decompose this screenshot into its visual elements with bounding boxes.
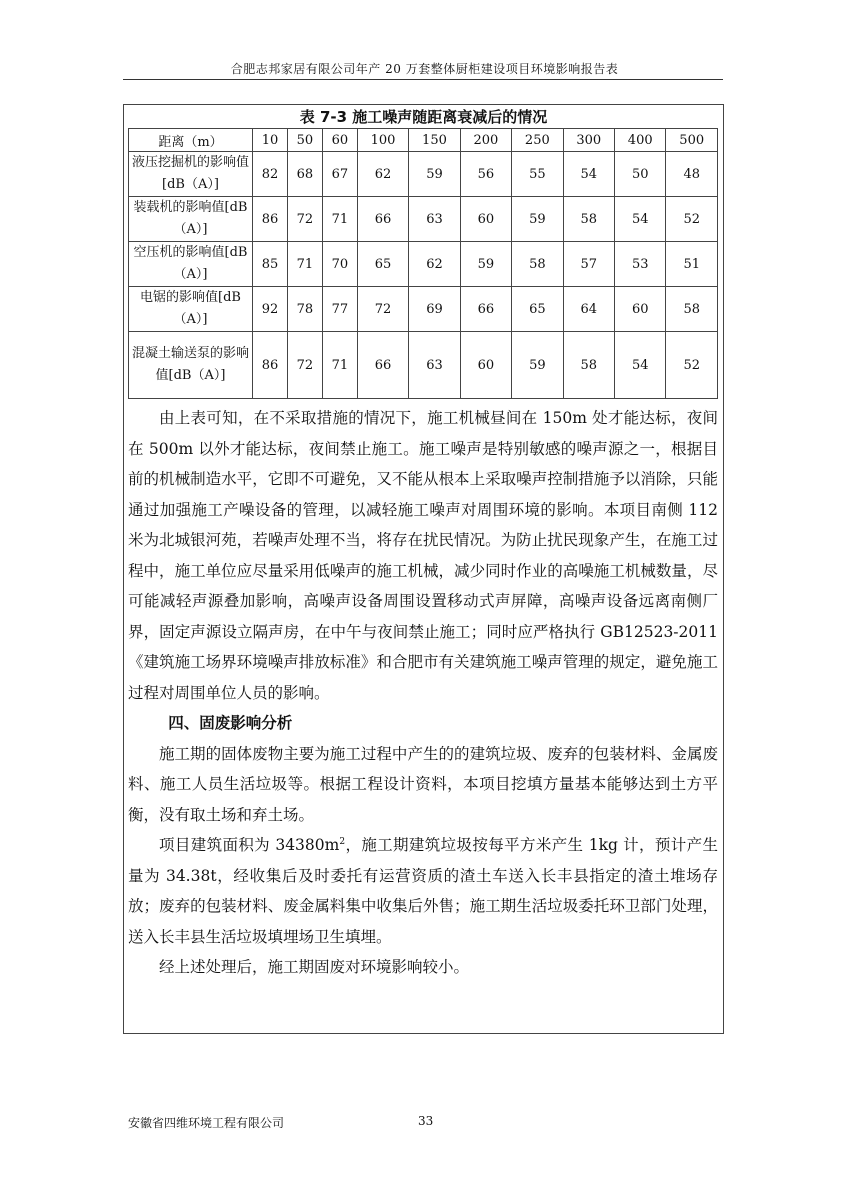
value-cell: 78 — [287, 287, 322, 332]
page-header: 合肥志邦家居有限公司年产 20 万套整体厨柜建设项目环境影响报告表 — [230, 62, 619, 76]
value-cell: 57 — [563, 242, 614, 287]
footer-company: 安徽省四维环境工程有限公司 — [128, 1116, 285, 1130]
value-cell: 62 — [357, 152, 408, 197]
distance-cell: 250 — [512, 129, 563, 152]
table-row — [129, 242, 718, 287]
value-cell: 54 — [563, 152, 614, 197]
distance-cell: 50 — [287, 129, 322, 152]
value-cell: 52 — [666, 197, 718, 242]
value-cell: 54 — [615, 197, 666, 242]
value-cell: 69 — [409, 287, 460, 332]
value-cell: 82 — [253, 152, 288, 197]
row-label: 混凝土输送泵的影响值[dB（A）] — [129, 332, 253, 399]
table-header-row — [129, 129, 718, 152]
distance-cell: 200 — [460, 129, 511, 152]
solid-waste-paragraph: 施工期的固体废物主要为施工过程中产生的的建筑垃圾、废弃的包装材料、金属废料、施工人员生活垃圾等。根据工程设计资料，本项目挖填方量基本能够达到土方平衡，没有取土场和弃土场。 — [128, 744, 718, 824]
distance-cell: 300 — [563, 129, 614, 152]
value-cell: 59 — [460, 242, 511, 287]
conclusion-paragraph: 经上述处理后，施工期固废对环境影响较小。 — [159, 958, 470, 976]
building-area-text: 项目建筑面积为 34380m — [159, 836, 340, 854]
distance-cell: 60 — [322, 129, 357, 152]
value-cell: 60 — [460, 332, 511, 399]
row-label: 装载机的影响值[dB（A）] — [129, 197, 253, 242]
value-cell: 50 — [615, 152, 666, 197]
value-cell: 68 — [287, 152, 322, 197]
table-title: 表 7-3 施工噪声随距离衰减后的情况 — [299, 108, 548, 126]
construction-waste-paragraph — [128, 830, 718, 952]
value-cell: 59 — [512, 197, 563, 242]
value-cell: 71 — [322, 197, 357, 242]
table-row — [129, 287, 718, 332]
value-cell: 52 — [666, 332, 718, 399]
value-cell: 54 — [615, 332, 666, 399]
table-row — [129, 197, 718, 242]
noise-attenuation-table — [128, 128, 718, 399]
table-row — [129, 152, 718, 197]
value-cell: 71 — [322, 332, 357, 399]
value-cell: 59 — [409, 152, 460, 197]
value-cell: 72 — [287, 332, 322, 399]
value-cell: 63 — [409, 197, 460, 242]
row-label: 电锯的影响值[dB（A）] — [129, 287, 253, 332]
distance-cell: 10 — [253, 129, 288, 152]
value-cell: 63 — [409, 332, 460, 399]
value-cell: 92 — [253, 287, 288, 332]
value-cell: 70 — [322, 242, 357, 287]
body-text — [128, 403, 718, 983]
distance-cell: 400 — [615, 129, 666, 152]
row-label: 液压挖掘机的影响值[dB（A）] — [129, 152, 253, 197]
value-cell: 48 — [666, 152, 718, 197]
distance-cell: 150 — [409, 129, 460, 152]
page-number: 33 — [418, 1114, 434, 1128]
waste-disposal-text: ，施工期建筑垃圾按每平方米产生 1kg 计，预计产生量为 34.38t，经收集后及时委托有运营资质的渣土车送入长丰县指定的渣土堆场存放；废弃的包装材料、废金属料集中收集后外售；施工期生活垃圾委托环卫部门处理，送入长丰县生活垃圾填埋场卫生填埋。 — [128, 836, 718, 946]
value-cell: 60 — [460, 197, 511, 242]
value-cell: 71 — [287, 242, 322, 287]
section-heading-solid-waste: 四、固废影响分析 — [168, 714, 293, 732]
distance-cell: 100 — [357, 129, 408, 152]
value-cell: 60 — [615, 287, 666, 332]
value-cell: 72 — [357, 287, 408, 332]
value-cell: 56 — [460, 152, 511, 197]
value-cell: 65 — [357, 242, 408, 287]
area-unit-superscript: 2 — [339, 836, 346, 847]
value-cell: 86 — [253, 197, 288, 242]
value-cell: 58 — [563, 332, 614, 399]
value-cell: 85 — [253, 242, 288, 287]
value-cell: 66 — [460, 287, 511, 332]
value-cell: 58 — [563, 197, 614, 242]
value-cell: 64 — [563, 287, 614, 332]
value-cell: 55 — [512, 152, 563, 197]
value-cell: 58 — [666, 287, 718, 332]
value-cell: 72 — [287, 197, 322, 242]
value-cell: 59 — [512, 332, 563, 399]
value-cell: 77 — [322, 287, 357, 332]
distance-header: 距离（m） — [129, 129, 253, 152]
value-cell: 67 — [322, 152, 357, 197]
value-cell: 53 — [615, 242, 666, 287]
table-row — [129, 332, 718, 399]
noise-analysis-paragraph: 由上表可知，在不采取措施的情况下，施工机械昼间在 150m 处才能达标，夜间在 500m 以外才能达标，夜间禁止施工。施工噪声是特别敏感的噪声源之一，根据目前的机械制造水平，它即不可避免，又不能从根本上采取噪声控制措施予以消除，只能通过加强施工产噪设备的管理，以减轻施工噪声对周围环境的影响。本项目南侧 112 米为北城银河苑，若噪声处理不当，将存在扰民情况。为防止扰民现象产生，在施工过程中，施工单位应尽量采用低噪声的施工机械，减少同时作业的高噪施工机械数量，尽可能减轻声源叠加影响，高噪声设备周围设置移动式声屏障，高噪声设备远离南侧厂界，固定声源设立隔声房，在中午与夜间禁止施工；同时应严格执行 GB12523-2011《建筑施工场界环境噪声排放标准》和合肥市有关建筑施工噪声管理的规定，避免施工过程对周围单位人员的影响。 — [128, 409, 718, 702]
value-cell: 62 — [409, 242, 460, 287]
value-cell: 65 — [512, 287, 563, 332]
value-cell: 51 — [666, 242, 718, 287]
distance-cell: 500 — [666, 129, 718, 152]
value-cell: 58 — [512, 242, 563, 287]
value-cell: 86 — [253, 332, 288, 399]
row-label: 空压机的影响值[dB（A）] — [129, 242, 253, 287]
value-cell: 66 — [357, 332, 408, 399]
header-rule — [123, 79, 723, 80]
value-cell: 66 — [357, 197, 408, 242]
